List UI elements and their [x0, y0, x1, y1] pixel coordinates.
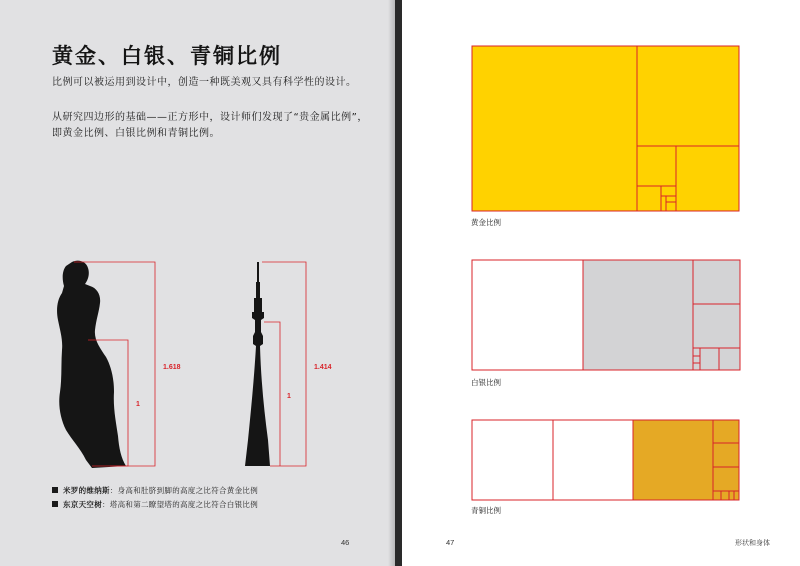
skytree-ratio-total: 1.414	[314, 364, 332, 371]
caption-golden-ratio: 黄金比例	[471, 218, 501, 227]
legend-name: 米罗的维纳斯	[63, 486, 110, 495]
skytree-ratio-unit: 1	[287, 393, 291, 400]
legend-name: 东京天空树	[63, 500, 102, 509]
running-head: 形状和身体	[735, 539, 770, 547]
intro-paragraph: 比例可以被运用到设计中，创造一种既美观又具有科学性的设计。	[52, 77, 357, 88]
golden-ratio-diagram	[472, 46, 739, 211]
bronze-ratio-diagram	[472, 420, 739, 500]
legend-description: ：塔高和第二瞭望塔的高度之比符合白银比例	[102, 500, 258, 509]
page-title: 黄金、白银、青铜比例	[52, 44, 282, 68]
body-paragraph-line-1: 从研究四边形的基础——正方形中，设计师们发现了“贵金属比例”，	[52, 112, 368, 123]
venus-ratio-total: 1.618	[163, 364, 181, 371]
caption-bronze-ratio: 青铜比例	[471, 506, 501, 515]
silver-ratio-diagram	[472, 260, 740, 370]
page-number-right: 47	[446, 538, 455, 547]
caption-silver-ratio: 白银比例	[471, 378, 501, 387]
body-paragraph-line-2: 即黄金比例、白银比例和青铜比例。	[52, 128, 220, 139]
page-number-left: 46	[341, 538, 350, 547]
legend-description: ：身高和肚脐到脚的高度之比符合黄金比例	[109, 486, 259, 495]
venus-ratio-unit: 1	[136, 401, 140, 408]
